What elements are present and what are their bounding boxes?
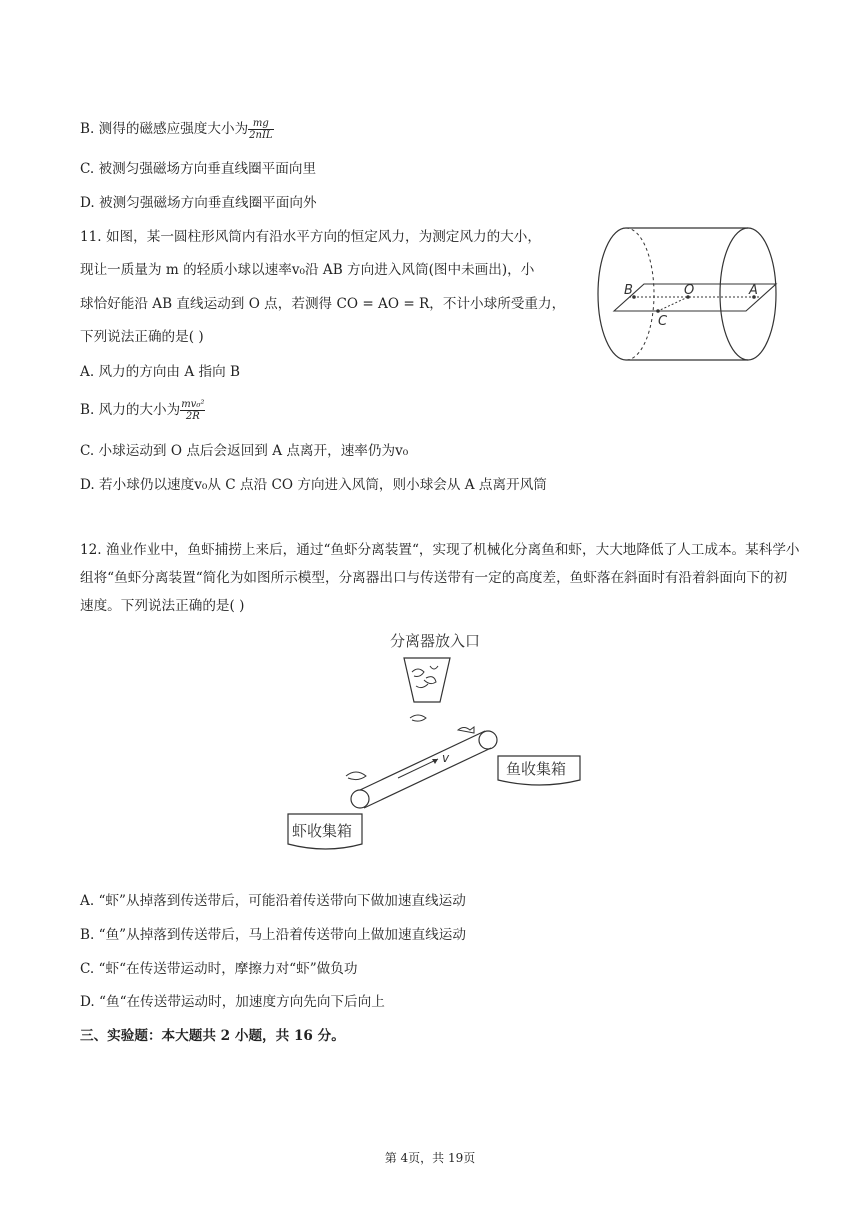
falling-shrimp-icon	[410, 715, 426, 721]
page-footer: 第 4页，共 19页	[384, 1151, 476, 1165]
velocity-label: v	[442, 751, 450, 765]
lower-roller	[351, 790, 369, 808]
belt-top-edge	[360, 731, 485, 790]
q12-option-a: A. “虾”从掉落到传送带后，可能沿着传送带向下做加速直线运动	[80, 893, 466, 909]
q11-option-d: D. 若小球仍以速度v₀从 C 点沿 CO 方向进入风筒，则小球会从 A 点离开风筒	[80, 477, 547, 493]
q12-option-c: C. “虾“在传送带运动时，摩擦力对“虾”做负功	[80, 961, 358, 977]
q11-stem-line4: 下列说法正确的是( )	[80, 329, 204, 345]
q12-conveyor-figure	[280, 628, 590, 856]
q10-option-c: C. 被测匀强磁场方向垂直线圈平面向里	[80, 161, 317, 177]
point-c	[656, 309, 660, 313]
cylinder-left-front-edge	[598, 228, 626, 360]
fraction-numerator: mv₀²	[181, 399, 205, 410]
q11-stem-line2: 现让一质量为 m 的轻质小球以速率v₀沿 AB 方向进入风筒(图中未画出)，小	[80, 262, 535, 278]
q12-option-d: D. “鱼“在传送带运动时，加速度方向先向下后向上	[80, 994, 385, 1010]
label-b: B	[624, 283, 633, 298]
fraction-denominator: 2nIL	[249, 130, 273, 141]
label-a: A	[749, 283, 758, 298]
section-heading: 三、实验题：本大题共 2 小题，共 16 分。	[80, 1028, 345, 1044]
fraction-denominator: 2R	[185, 411, 200, 422]
fish-box-label: 鱼收集箱	[506, 760, 567, 778]
q11-stem-line3: 球恰好能沿 AB 直线运动到 O 点，若测得 CO = AO = R，不计小球所受重力，	[80, 296, 566, 312]
q11-option-a: A. 风力的方向由 A 指向 B	[80, 364, 240, 380]
label-c: C	[658, 314, 668, 329]
option-text: B. 风力的大小为	[80, 402, 181, 418]
upper-roller	[479, 731, 497, 749]
cylinder-right-end	[720, 228, 776, 360]
separator-funnel	[404, 658, 450, 702]
velocity-arrow	[398, 759, 438, 778]
inlet-label: 分离器放入口	[390, 632, 481, 650]
shrimp-box-label: 虾收集箱	[292, 822, 353, 840]
belt-bottom-edge	[364, 748, 491, 808]
fish-icon	[430, 666, 438, 669]
q12-stem: 12. 渔业作业中，鱼虾捕捞上来后，通过“鱼虾分离装置“，实现了机械化分离鱼和虾，大大地降低了人工成本。某科学小组将“鱼虾分离装置“简化为如图所示模型，分离器出口与传送带有一定的高度差，鱼虾落在斜面时有沿着斜面向下的初速度。下列说法正确的是( )	[80, 542, 800, 614]
shrimp-on-belt-icon	[346, 772, 366, 780]
q10-option-b	[80, 117, 274, 141]
label-o: O	[684, 283, 695, 298]
q10-option-d: D. 被测匀强磁场方向垂直线圈平面向外	[80, 195, 317, 211]
shrimp-icon	[424, 677, 436, 684]
q11-option-b	[80, 398, 205, 422]
q11-stem-line1: 11. 如图，某一圆柱形风筒内有沿水平方向的恒定风力，为测定风力的大小，	[80, 229, 541, 245]
option-text: B. 测得的磁感应强度大小为	[80, 121, 249, 137]
fish-icon	[416, 684, 428, 688]
fraction	[248, 118, 273, 141]
fraction	[180, 399, 205, 422]
fraction-numerator: mg	[248, 118, 273, 130]
q11-option-c: C. 小球运动到 O 点后会返回到 A 点离开，速率仍为v₀	[80, 443, 409, 459]
shrimp-icon	[412, 669, 424, 677]
oc-line	[658, 297, 688, 311]
q12-option-b: B. “鱼”从掉落到传送带后，马上沿着传送带向上做加速直线运动	[80, 927, 466, 943]
falling-fish-icon	[458, 727, 474, 733]
q11-cylinder-figure	[594, 224, 784, 369]
